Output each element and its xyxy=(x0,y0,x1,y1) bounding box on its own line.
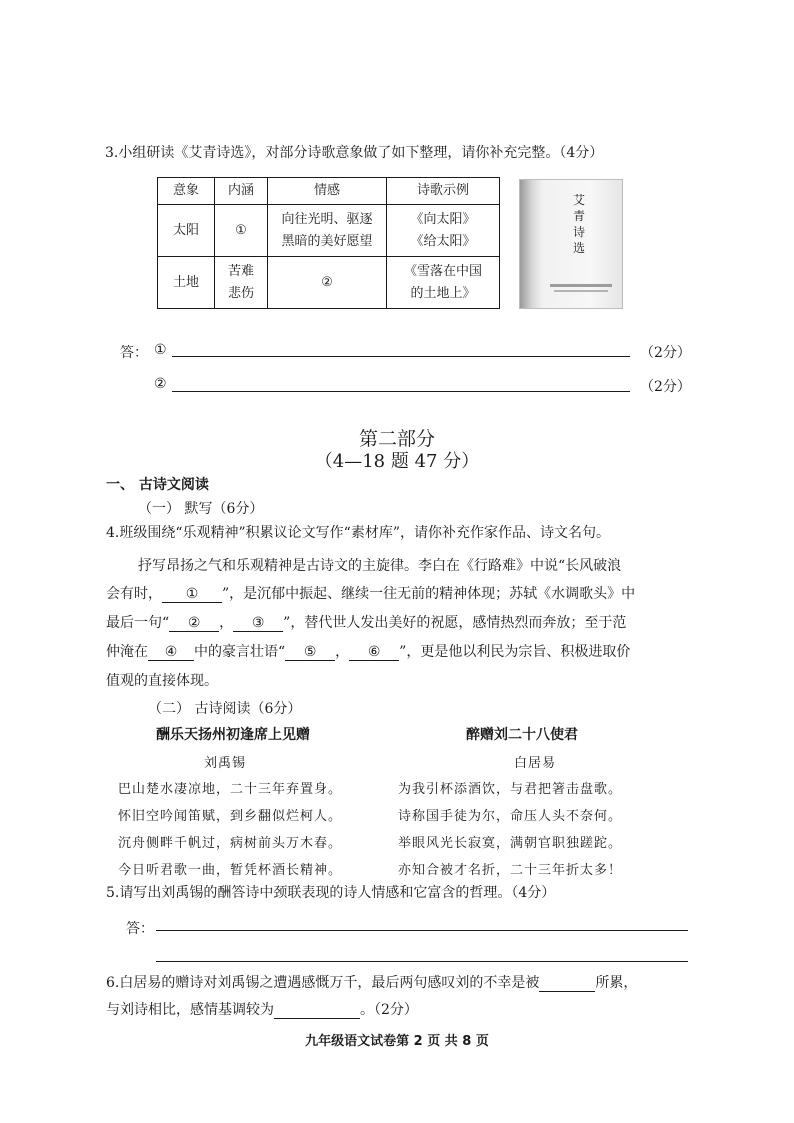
book-title: 艾青诗选 xyxy=(572,193,585,255)
q3-answer-1-num: ① xyxy=(154,342,167,358)
poem1-line: 怀旧空吟闻笛赋，到乡翻似烂柯人。 xyxy=(118,809,343,824)
q4-line-1: 抒写昂扬之气和乐观精神是古诗文的主旋律。李白在《行路难》中说“长风破浪 xyxy=(138,558,622,574)
poem2-author: 白居易 xyxy=(514,756,557,771)
page-footer: 九年级语文试卷第 2 页 共 8 页 xyxy=(305,1034,489,1049)
table-cell-image: 太阳 xyxy=(158,205,215,257)
table-header: 内涵 xyxy=(215,178,268,205)
blank-1[interactable]: ① xyxy=(162,586,222,603)
q6-line-2: 与刘诗相比，感情基调较为 。（2分） xyxy=(106,1002,418,1018)
table-cell-blank: ① xyxy=(215,205,268,257)
table-cell-image: 土地 xyxy=(158,257,215,309)
q3-answer-2-num: ② xyxy=(154,376,167,392)
poem2-line: 举眼风光长寂寞，满朝官职独蹉跎。 xyxy=(398,836,623,851)
part2-subtitle: （4—18 题 47 分） xyxy=(314,451,480,472)
book-cover-photo xyxy=(519,179,623,309)
blank-2[interactable]: ② xyxy=(169,615,219,632)
book-fine-print xyxy=(554,290,608,292)
poem2-title: 醉赠刘二十八使君 xyxy=(466,727,578,743)
poem1-line: 沉舟侧畔千帆过，病树前头万木春。 xyxy=(118,836,343,851)
section1-sub2: （二） 古诗阅读（6分） xyxy=(148,701,302,717)
table-row xyxy=(158,205,500,257)
poem2-line: 为我引杯添酒饮，与君把箸击盘歌。 xyxy=(398,782,623,797)
q3-answer-label: 答： xyxy=(120,345,148,361)
blank-6[interactable]: ⑥ xyxy=(349,644,399,661)
q3-answer-1-line[interactable] xyxy=(172,356,630,357)
section1-sub1: （一） 默写（6分） xyxy=(138,501,264,517)
table-row xyxy=(158,257,500,309)
q6-blank-2[interactable] xyxy=(274,1002,360,1019)
table-header: 意象 xyxy=(158,178,215,205)
q6-blank-1[interactable] xyxy=(539,975,595,992)
q5-answer-line[interactable] xyxy=(156,930,688,931)
table-cell-example: 《向太阳》 《给太阳》 xyxy=(387,205,500,257)
imagery-table xyxy=(157,177,500,309)
poem2-line: 诗称国手徒为尔，命压人头不奈何。 xyxy=(398,809,623,824)
table-header-row xyxy=(158,178,500,205)
blank-4[interactable]: ④ xyxy=(148,644,194,661)
q4-stem: 4.班级围绕“乐观精神”积累议论文写作“素材库”，请你补充作家作品、诗文名句。 xyxy=(106,525,610,541)
q4-line-3: 最后一句“ ② ， ③ ”，替代世人发出美好的祝愿，感情热烈而奔放；至于范 xyxy=(106,615,627,631)
table-cell-emotion: 向往光明、驱逐 黑暗的美好愿望 xyxy=(268,205,387,257)
blank-5[interactable]: ⑤ xyxy=(285,644,335,661)
table-header: 诗歌示例 xyxy=(387,178,500,205)
poem2-line: 亦知合被才名折，二十三年折太多！ xyxy=(398,863,623,878)
table-cell-blank: ② xyxy=(268,257,387,309)
blank-3[interactable]: ③ xyxy=(233,615,283,632)
table-cell-example: 《雪落在中国 的土地上》 xyxy=(387,257,500,309)
q3-answer-2-line[interactable] xyxy=(172,391,630,392)
q4-line-4: 仲淹在 ④ 中的豪言壮语“ ⑤ ， ⑥ ”，更是他以利民为宗旨、积极进取价 xyxy=(106,644,631,660)
poem1-line: 巴山楚水凄凉地，二十三年弃置身。 xyxy=(118,782,343,797)
q5-stem: 5.请写出刘禹锡的酬答诗中颈联表现的诗人情感和它富含的哲理。（4分） xyxy=(106,885,556,901)
q3-answer-2-score: （2分） xyxy=(640,379,691,395)
q5-answer-label: 答： xyxy=(126,921,154,937)
q3-stem: 3.小组研读《艾青诗选》，对部分诗歌意象做了如下整理，请你补充完整。（4分） xyxy=(105,145,604,161)
book-fine-print xyxy=(550,284,612,287)
section1-heading: 一、 古诗文阅读 xyxy=(106,477,209,493)
poem1-line: 今日听君歌一曲，暂凭杯酒长精神。 xyxy=(118,863,343,878)
part2-title: 第二部分 xyxy=(358,428,435,450)
poem1-title: 酬乐天扬州初逢席上见赠 xyxy=(156,727,310,743)
table-cell-meaning: 苦难 悲伤 xyxy=(215,257,268,309)
q3-answer-1-score: （2分） xyxy=(640,345,691,361)
table-header: 情感 xyxy=(268,178,387,205)
q4-line-5: 值观的直接体现。 xyxy=(106,673,218,689)
q6-line-1: 6.白居易的赠诗对刘禹锡之遭遇感慨万千，最后两句感叹刘的不幸是被 所累， xyxy=(106,975,638,991)
poem1-author: 刘禹锡 xyxy=(204,756,247,771)
q4-line-2: 会有时， ① ”，是沉郁中振起、继续一往无前的精神体现；苏轼《水调歌头》中 xyxy=(106,586,636,602)
q5-answer-line[interactable] xyxy=(156,961,688,962)
